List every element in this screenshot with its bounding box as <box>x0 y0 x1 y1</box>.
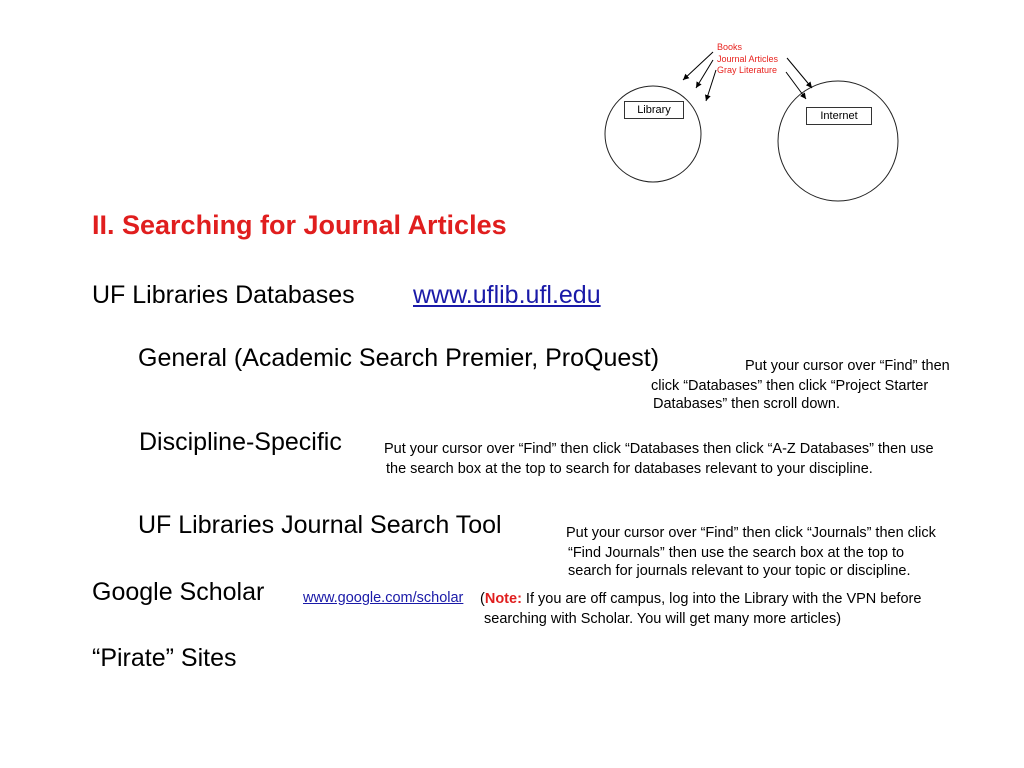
note-word: Note: <box>484 591 522 607</box>
note-text: If you are off campus, log into the Library with the VPN before <box>521 591 922 607</box>
general-instructions-line: Put your cursor over “Find” then <box>745 358 950 374</box>
arrow-gray-library <box>706 70 716 101</box>
databases-label: UF Libraries Databases <box>92 281 355 309</box>
discipline-instructions-line: the search box at the top to search for databases relevant to your discipline. <box>386 461 873 477</box>
diagram-labels <box>717 42 778 77</box>
uflib-link[interactable]: www.uflib.ufl.edu <box>413 281 601 309</box>
pirate-sites-label: “Pirate” Sites <box>92 644 237 672</box>
internet-circle <box>778 81 898 201</box>
google-scholar-link[interactable]: www.google.com/scholar <box>303 590 464 606</box>
arrow-articles-library <box>696 60 713 88</box>
journal-tool-instructions-line: “Find Journals” then use the search box at the top to <box>568 545 905 561</box>
journal-tool-instructions-line: Put your cursor over “Find” then click “Journals” then click <box>566 525 936 541</box>
scholar-note-line: searching with Scholar. You will get many more articles) <box>484 611 842 627</box>
internet-box: Internet <box>806 107 872 125</box>
discipline-label: Discipline-Specific <box>139 428 342 456</box>
library-box: Library <box>624 101 684 119</box>
diagram-label-journal-articles: Journal Articles <box>717 53 779 64</box>
diagram-label-books: Books <box>717 42 743 52</box>
arrow-books-library <box>683 52 713 80</box>
section-title: II. Searching for Journal Articles <box>92 210 507 240</box>
arrow-articles-internet <box>787 58 812 88</box>
general-instructions-line: Databases” then scroll down. <box>653 396 840 412</box>
discipline-instructions-line: Put your cursor over “Find” then click “Databases then click “A-Z Databases” then use <box>384 441 934 457</box>
note-open-paren: ( <box>480 591 485 607</box>
general-instructions-line: click “Databases” then click “Project Starter <box>651 378 929 394</box>
diagram-label-gray-literature: Gray Literature <box>717 65 778 75</box>
journal-tool-instructions-line: search for journals relevant to your topic or discipline. <box>568 563 911 579</box>
diagram-graphic <box>0 0 1024 210</box>
arrow-gray-internet <box>786 72 806 99</box>
general-label: General (Academic Search Premier, ProQuest) <box>138 344 660 372</box>
library-internet-diagram <box>0 0 1024 210</box>
journal-search-tool-label: UF Libraries Journal Search Tool <box>138 511 502 539</box>
scholar-note <box>480 590 921 609</box>
google-scholar-label: Google Scholar <box>92 578 265 606</box>
